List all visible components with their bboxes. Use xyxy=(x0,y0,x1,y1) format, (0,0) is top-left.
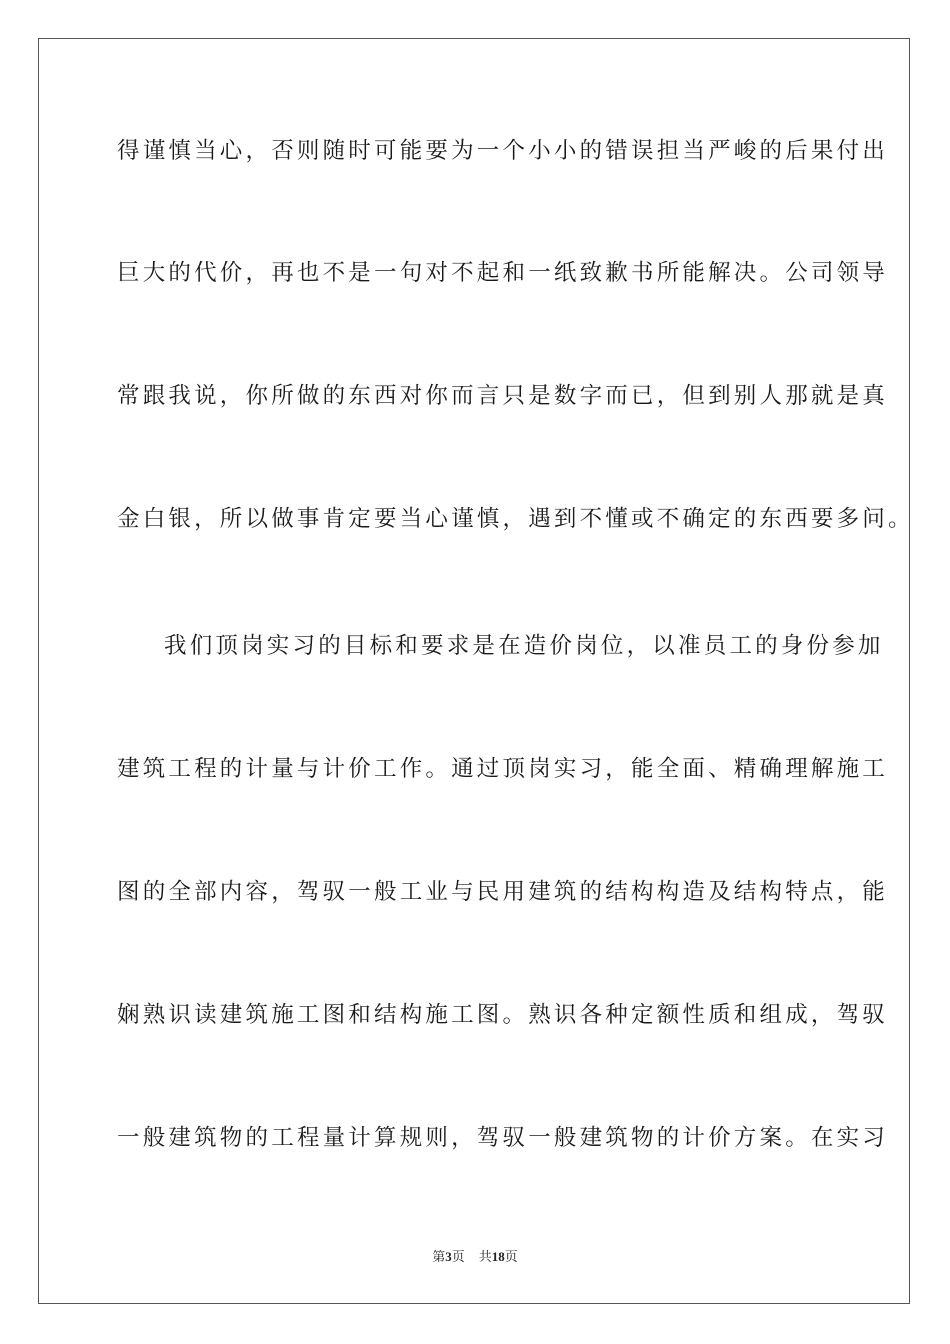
total-pages: 18 xyxy=(491,1249,505,1264)
text-line-9: 一般建筑物的工程量计算规则，驾驭一般建筑物的计价方案。在实习 xyxy=(117,1125,889,1151)
page-suffix: 页 xyxy=(451,1249,465,1264)
page-prefix: 第 xyxy=(432,1249,446,1264)
page-footer xyxy=(0,1246,950,1265)
text-line-4: 金白银，所以做事肯定要当心谨慎，遇到不懂或不确定的东西要多问。 xyxy=(117,506,914,532)
text-line-7: 图的全部内容，驾驭一般工业与民用建筑的结构构造及结构特点，能 xyxy=(117,879,889,905)
text-line-5-paragraph-start: 我们顶岗实习的目标和要求是在造价岗位，以准员工的身份参加 xyxy=(164,633,884,659)
text-line-2: 巨大的代价，再也不是一句对不起和一纸致歉书所能解决。公司领导 xyxy=(117,260,889,286)
text-line-1: 得谨慎当心，否则随时可能要为一个小小的错误担当严峻的后果付出 xyxy=(117,138,889,164)
total-prefix: 共 xyxy=(478,1249,492,1264)
page-number: 3 xyxy=(445,1249,452,1264)
text-line-3: 常跟我说，你所做的东西对你而言只是数字而已，但到别人那就是真 xyxy=(117,383,889,409)
total-suffix: 页 xyxy=(504,1249,518,1264)
text-line-8: 娴熟识读建筑施工图和结构施工图。熟识各种定额性质和组成，驾驭 xyxy=(117,1002,889,1028)
page-border xyxy=(38,38,910,1304)
text-line-6: 建筑工程的计量与计价工作。通过顶岗实习，能全面、精确理解施工 xyxy=(117,756,889,782)
